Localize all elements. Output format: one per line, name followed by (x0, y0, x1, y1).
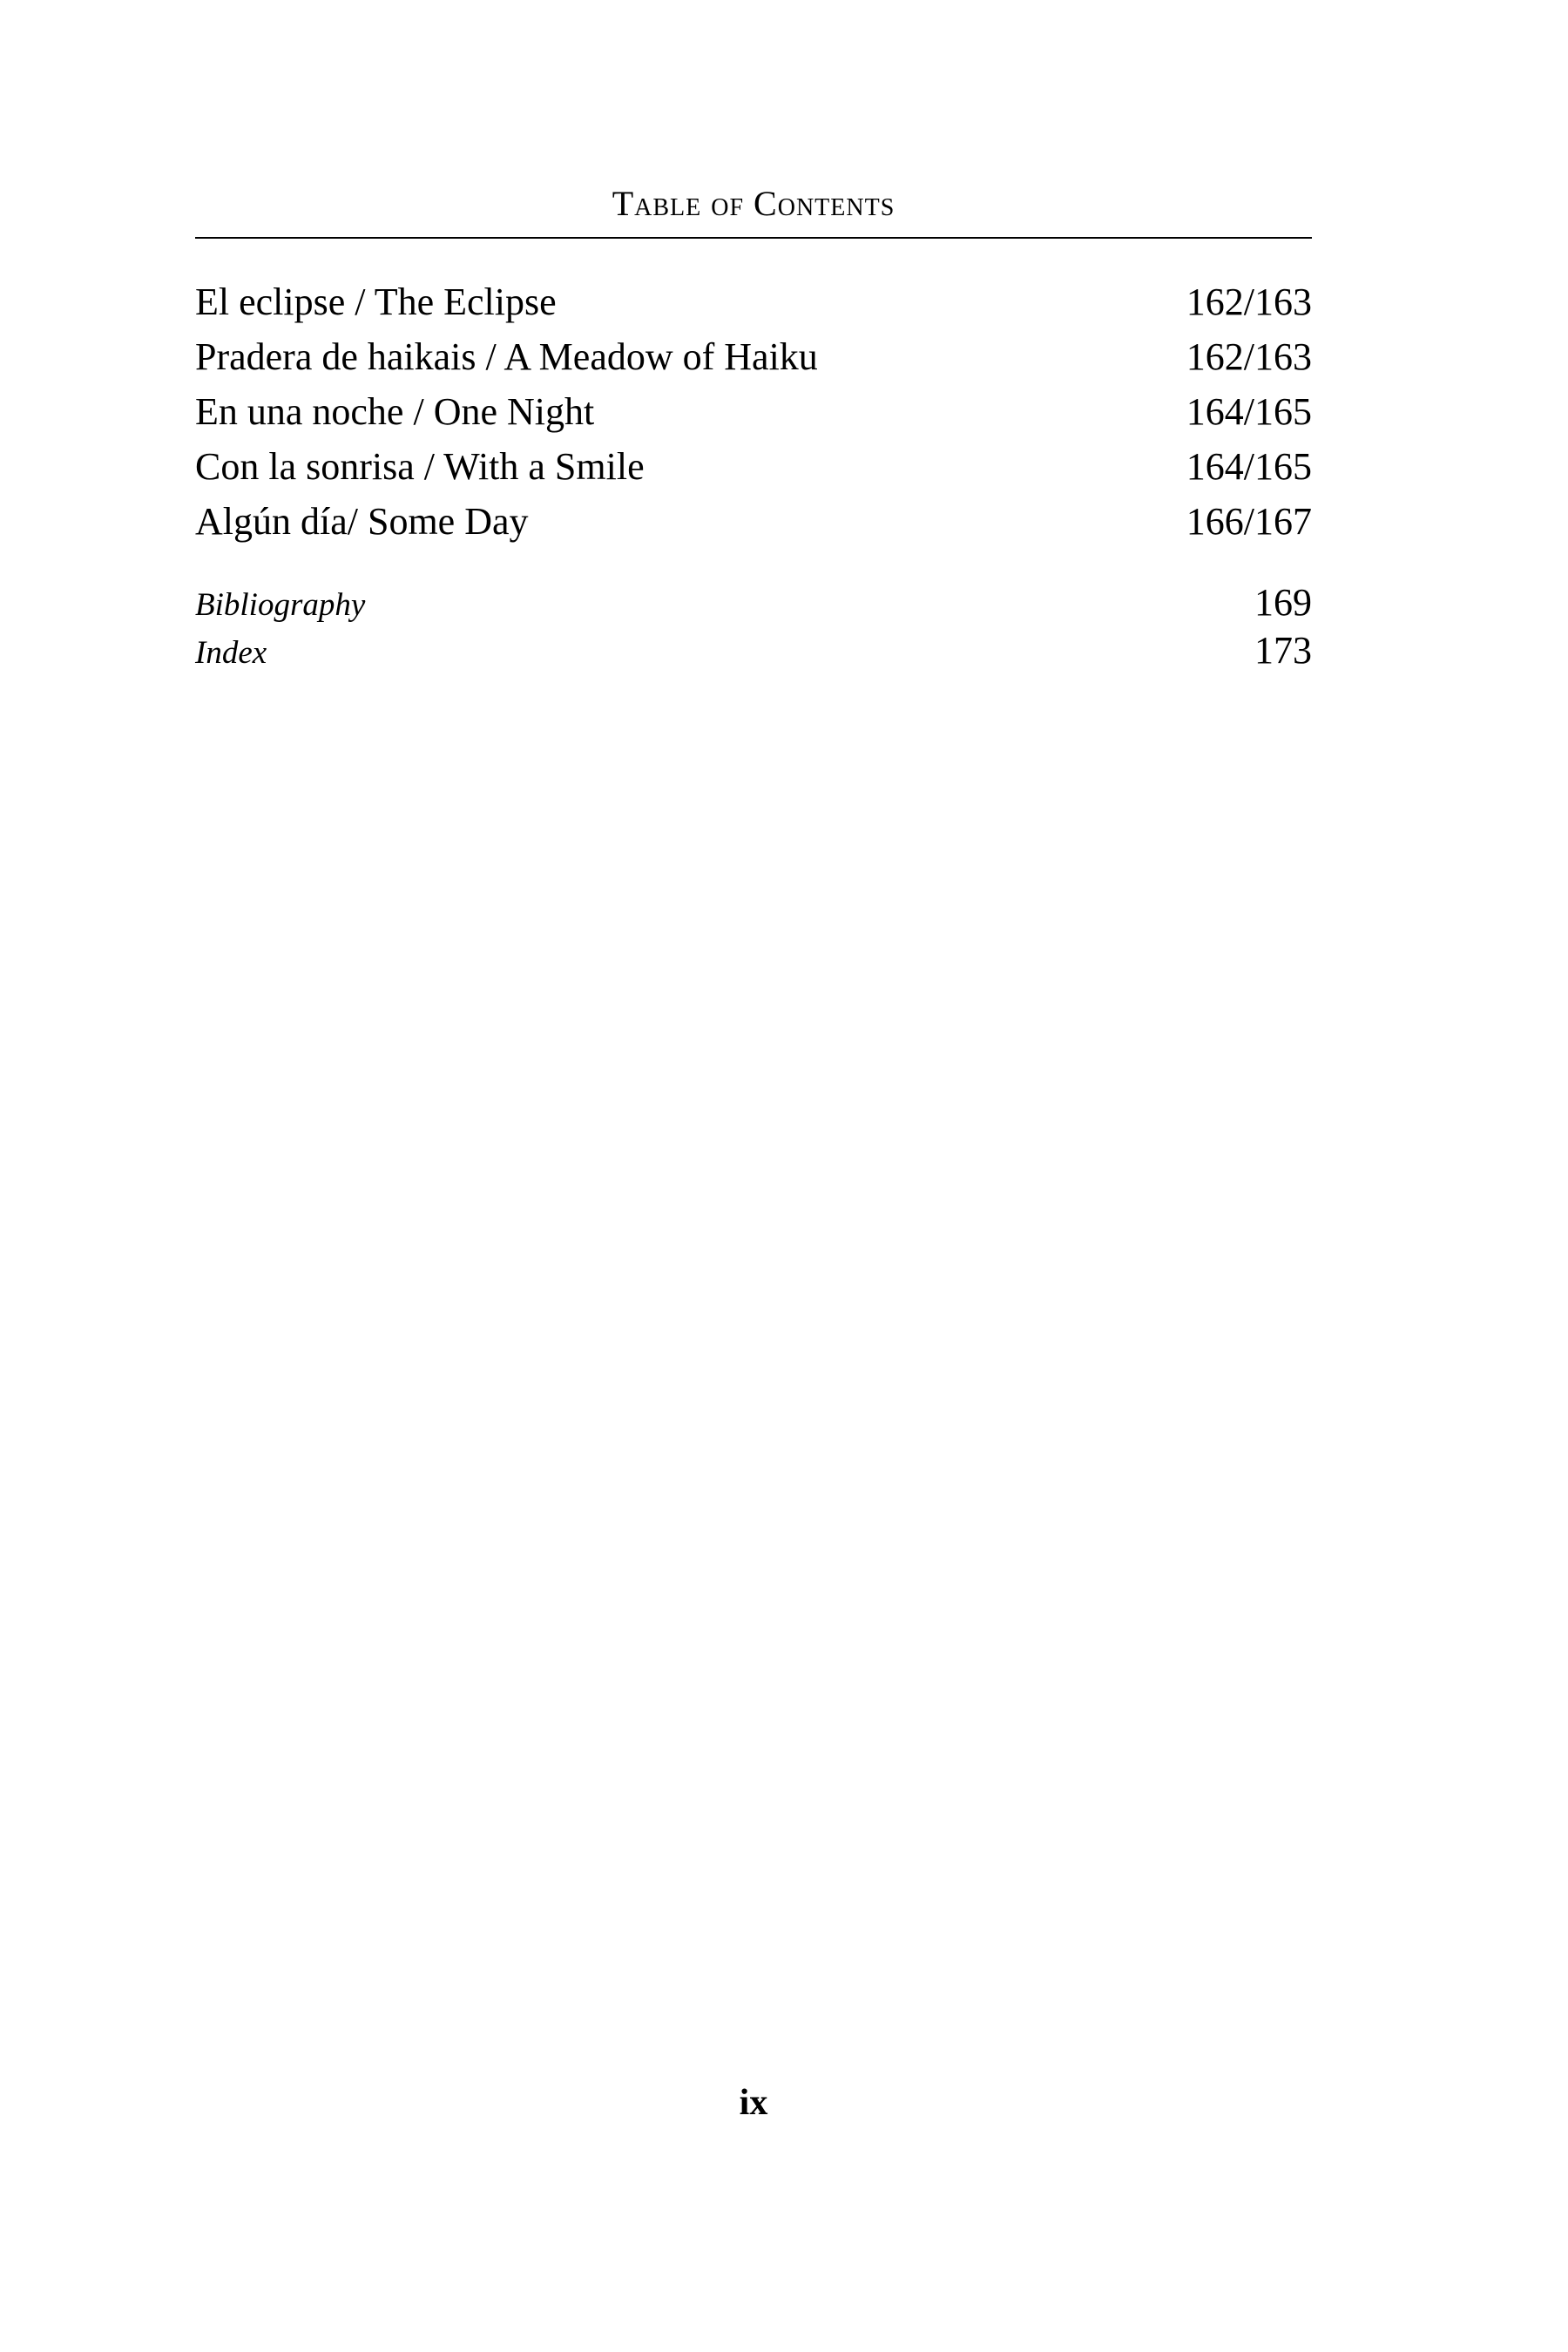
toc-entry (195, 329, 1312, 384)
toc-entry-page: 162/163 (1186, 280, 1312, 323)
toc-entry-title: Algún día/ Some Day (195, 500, 529, 543)
back-matter-page: 173 (1254, 629, 1312, 672)
back-matter-title: Index (195, 635, 267, 671)
toc-entry-title: Con la sonrisa / With a Smile (195, 445, 645, 488)
back-matter (195, 578, 1312, 674)
back-matter-page: 169 (1254, 581, 1312, 624)
toc-entry (195, 384, 1312, 439)
toc-entries (195, 274, 1312, 549)
toc-entry-title: El eclipse / The Eclipse (195, 280, 557, 323)
back-matter-entry-index (195, 626, 1312, 674)
toc-entry-page: 166/167 (1186, 500, 1312, 543)
page-number: ix (739, 2083, 768, 2123)
back-matter-title: Bibliography (195, 587, 366, 623)
back-matter-entry-bibliography (195, 578, 1312, 626)
toc-entry (195, 439, 1312, 494)
toc-entry-page: 164/165 (1186, 445, 1312, 488)
toc-entry-title: Pradera de haikais / A Meadow of Haiku (195, 335, 818, 378)
toc-entry (195, 274, 1312, 329)
toc-entry-title: En una noche / One Night (195, 390, 595, 433)
header-rule (195, 237, 1312, 239)
toc-entry-page: 164/165 (1186, 390, 1312, 433)
toc-entry-page: 162/163 (1186, 335, 1312, 378)
toc-entry (195, 494, 1312, 549)
running-header: Table of Contents (612, 184, 896, 223)
